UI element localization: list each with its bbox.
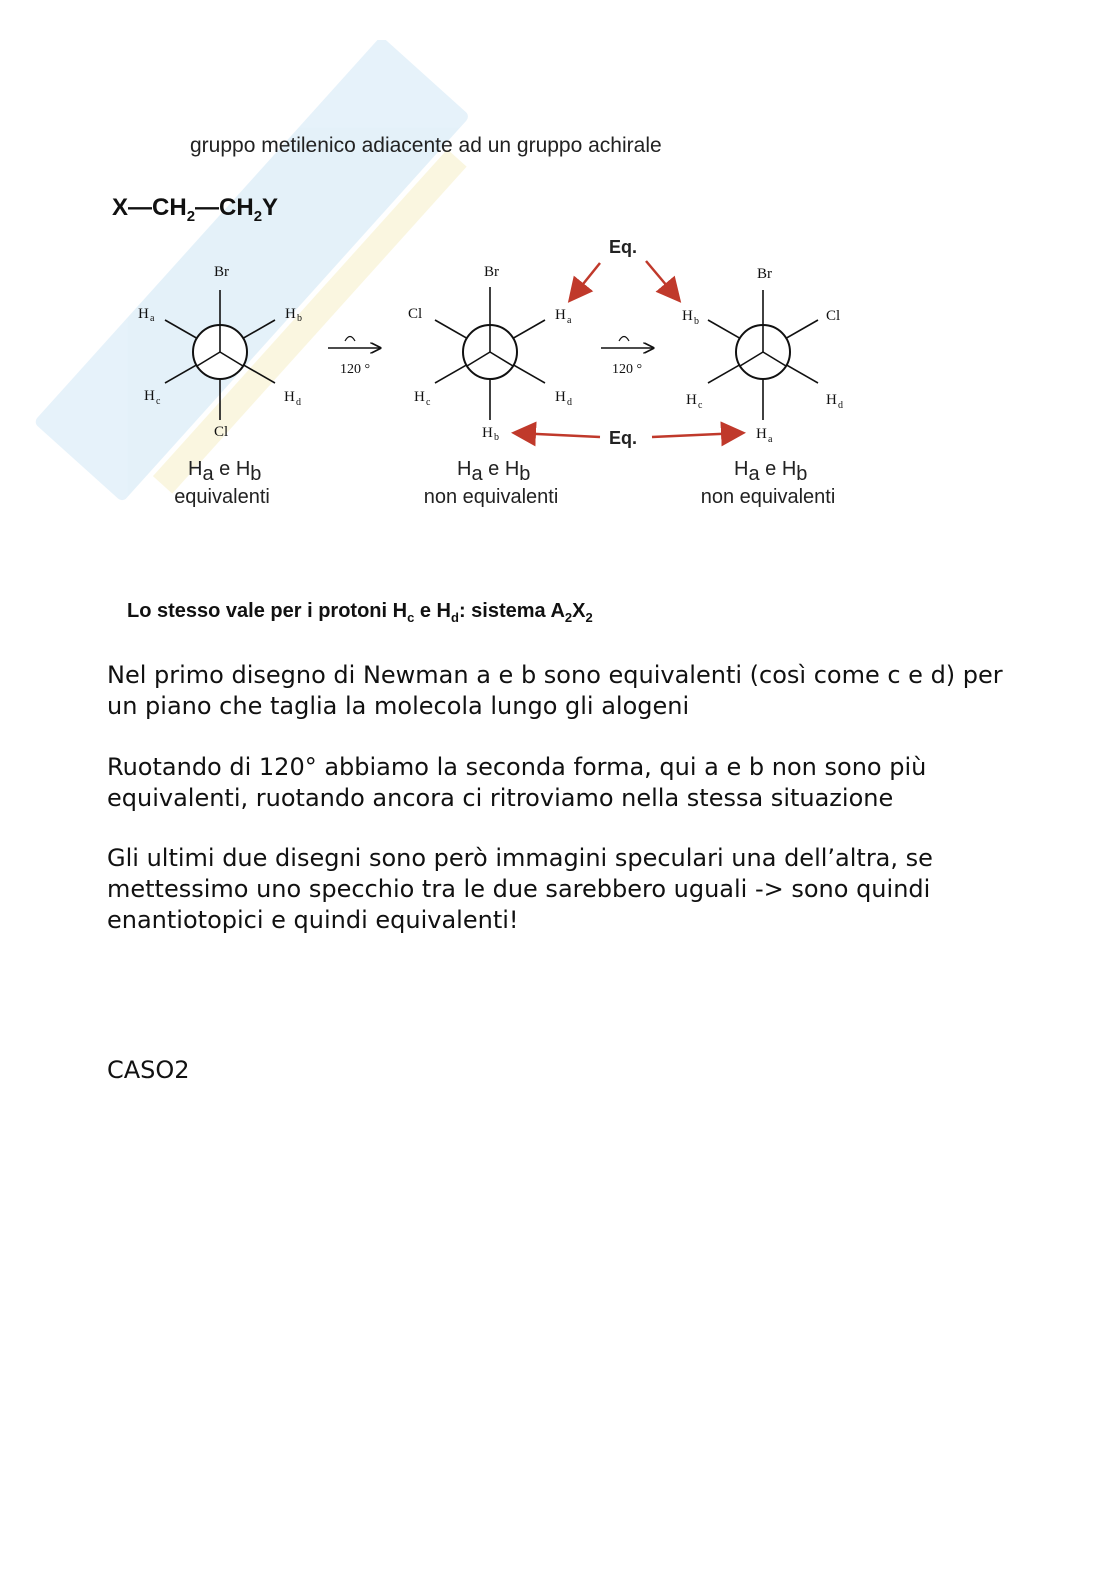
atom-label: H	[144, 388, 155, 404]
angle-label: 120 °	[340, 362, 371, 377]
structural-formula: $X—CH_2—CH_2Y$	[112, 194, 279, 225]
newman-projection-1	[138, 264, 302, 508]
atom-label: Cl	[214, 424, 229, 440]
figure-title: gruppo metilenico adiacente ad un gruppo achirale	[190, 134, 662, 157]
atom-label: H	[555, 389, 566, 405]
atom-label: Cl	[408, 306, 423, 322]
paragraph-1: Nel primo disegno di Newman a e b sono equivalenti (così come c e d) per un piano che taglia la molecola lungo gli alogeni	[107, 661, 1003, 720]
svg-text:d: d	[838, 400, 843, 411]
svg-text:d: d	[567, 397, 572, 408]
atom-label: H	[285, 306, 296, 322]
caption-line1: Ha e Hb	[734, 458, 808, 485]
svg-text:c: c	[698, 400, 703, 411]
eq-label-bottom: Eq.	[609, 428, 638, 448]
atom-label: H	[138, 306, 149, 322]
atom-label: H	[482, 425, 493, 441]
caption-line1: Ha e Hb	[457, 458, 531, 485]
section-heading-caso2: CASO2	[107, 1056, 190, 1084]
atom-label: H	[414, 389, 425, 405]
atom-label: H	[682, 308, 693, 324]
atom-label: Cl	[826, 308, 841, 324]
atom-label: Br	[484, 264, 499, 280]
svg-text:b: b	[297, 313, 302, 324]
svg-text:b: b	[494, 432, 499, 443]
rotation-arrow-1	[328, 337, 380, 378]
svg-text:a: a	[567, 315, 572, 326]
atom-label: H	[555, 307, 566, 323]
newman-projection-3	[682, 266, 843, 508]
atom-label: Br	[214, 264, 229, 280]
atom-label: H	[756, 426, 767, 442]
atom-label: H	[826, 392, 837, 408]
svg-text:a: a	[150, 313, 155, 324]
svg-text:a: a	[768, 434, 773, 445]
caption-line2: non equivalenti	[700, 486, 836, 508]
atom-label: Br	[757, 266, 772, 282]
caption-line1: Ha e Hb	[188, 458, 262, 485]
red-arrow	[652, 433, 741, 437]
note-same-protons: Lo stesso vale per i protoni $H_c$ e $H_d$: sistema $A_2X_2$	[127, 600, 593, 625]
red-arrow	[516, 433, 600, 437]
paragraph-2: Ruotando di 120° abbiamo la seconda forma, qui a e b non sono più equivalenti, ruotando ancora ci ritroviamo nella stessa situazione	[107, 753, 927, 812]
caption-line2: non equivalenti	[423, 486, 559, 508]
equivalence-arrows	[516, 237, 741, 448]
caption-line2: equivalenti	[174, 486, 270, 508]
rotation-arrow-2	[601, 337, 653, 378]
newman-diagram	[0, 0, 1116, 560]
angle-label: 120 °	[612, 362, 643, 377]
svg-text:c: c	[426, 397, 431, 408]
atom-label: H	[686, 392, 697, 408]
eq-label-top: Eq.	[609, 237, 638, 257]
paragraph-3: Gli ultimi due disegni sono però immagini speculari una dell’altra, se mettessimo uno specchio tra le due sarebbero uguali -> sono quindi enantiotopici e quindi equivalenti!	[107, 844, 933, 934]
atom-label: H	[284, 389, 295, 405]
red-arrow	[571, 263, 600, 299]
svg-text:d: d	[296, 397, 301, 408]
red-arrow	[646, 261, 678, 299]
newman-projection-2	[408, 264, 572, 508]
svg-text:b: b	[694, 316, 699, 327]
svg-text:c: c	[156, 396, 161, 407]
